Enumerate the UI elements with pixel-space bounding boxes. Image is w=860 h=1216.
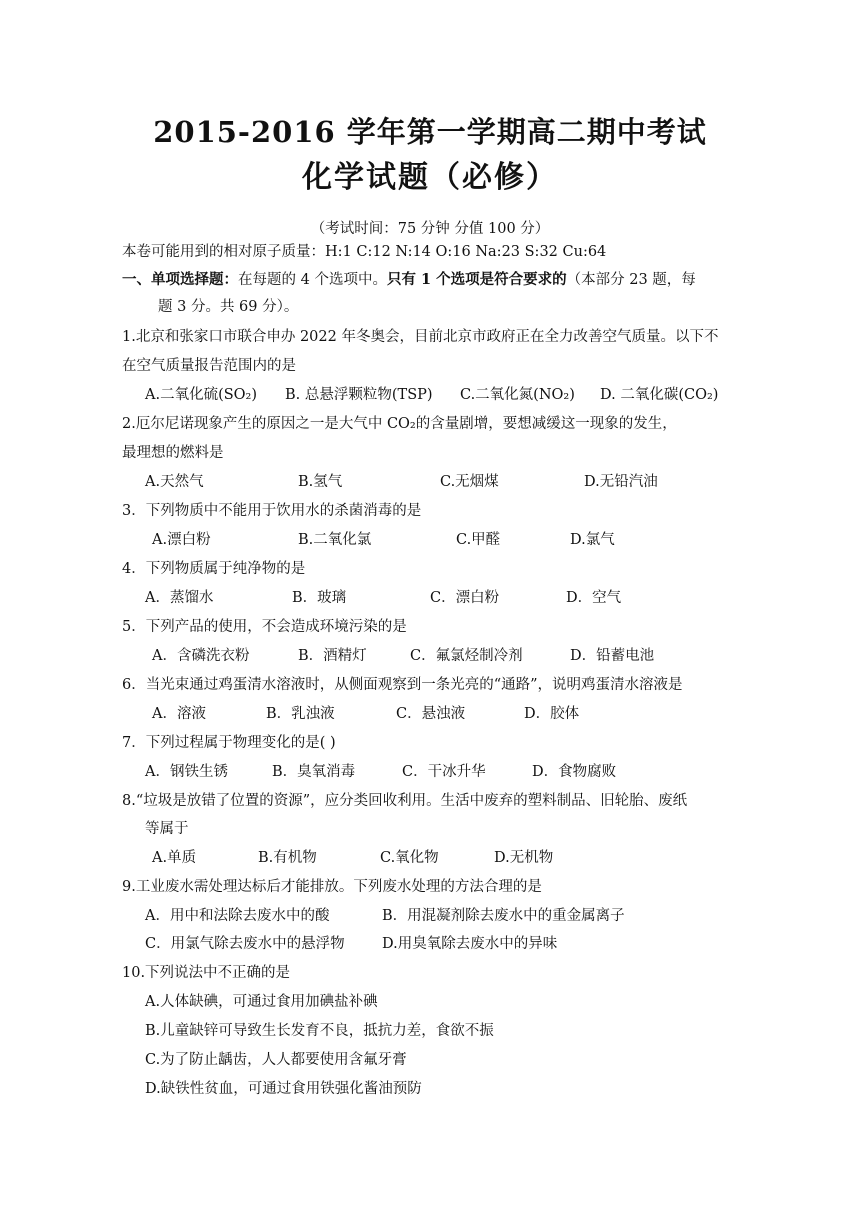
- exam-subtitle: 化学试题（必修）: [302, 160, 558, 195]
- option-b: B．玻璃: [292, 590, 347, 606]
- question-7-stem: 7．下列过程属于物理变化的是( ): [122, 735, 336, 751]
- question-8-stem-line2: 等属于: [145, 821, 189, 837]
- option-b: B．乳浊液: [266, 706, 335, 722]
- option-a: A．蒸馏水: [145, 590, 214, 606]
- option-b: B．用混凝剂除去废水中的重金属离子: [382, 908, 625, 924]
- atomic-masses: 本卷可能用到的相对原子质量：H:1 C:12 N:14 O:16 Na:23 S:32 Cu:64: [122, 244, 607, 260]
- option-d: D．食物腐败: [532, 764, 617, 780]
- option-d: D．空气: [566, 590, 622, 606]
- question-5-stem: 5．下列产品的使用，不会造成环境污染的是: [122, 619, 407, 635]
- option-c: C．用氯气除去废水中的悬浮物: [145, 936, 345, 952]
- question-1-stem-line1: 1.北京和张家口市联合申办 2022 年冬奥会，目前北京市政府正在全力改善空气质量。以下不: [122, 329, 719, 345]
- option-b: B.氢气: [298, 474, 343, 490]
- exam-title: 2015-2016 学年第一学期高二期中考试: [153, 115, 707, 149]
- option-b: B.儿童缺锌可导致生长发育不良，抵抗力差，食欲不振: [145, 1023, 494, 1039]
- option-d: D.用臭氧除去废水中的异味: [382, 936, 558, 952]
- question-2-stem-line2: 最理想的燃料是: [122, 445, 224, 461]
- option-a: A.二氧化硫(SO₂): [145, 387, 258, 403]
- option-c: C．漂白粉: [430, 590, 500, 606]
- option-d: D.氯气: [570, 532, 615, 548]
- option-d: D．胶体: [524, 706, 580, 722]
- exam-info: （考试时间：75 分钟 分值 100 分）: [310, 221, 550, 237]
- option-b: B.有机物: [258, 850, 317, 866]
- option-a: A.天然气: [145, 474, 204, 490]
- option-c: C．氟氯烃制冷剂: [410, 648, 523, 664]
- question-6-stem: 6．当光束通过鸡蛋清水溶液时，从侧面观察到一条光亮的“通路”，说明鸡蛋清水溶液是: [122, 677, 683, 693]
- section-intro: 在每题的 4 个选项中。: [238, 272, 387, 288]
- option-b: B.二氧化氯: [298, 532, 372, 548]
- question-1-stem-line2: 在空气质量报告范围内的是: [122, 358, 296, 374]
- section-tail: （本部分 23 题，每: [566, 272, 696, 288]
- option-c: C.无烟煤: [440, 474, 499, 490]
- question-4-stem: 4．下列物质属于纯净物的是: [122, 561, 306, 577]
- option-d: D.无铅汽油: [584, 474, 658, 490]
- question-3-stem: 3．下列物质中不能用于饮用水的杀菌消毒的是: [122, 503, 422, 519]
- option-a: A．用中和法除去废水中的酸: [145, 908, 330, 924]
- option-a: A.单质: [152, 850, 197, 866]
- option-c: C.氧化物: [380, 850, 439, 866]
- option-c: C.甲醛: [456, 532, 501, 548]
- question-10-stem: 10.下列说法中不正确的是: [122, 965, 291, 981]
- option-b: B. 总悬浮颗粒物(TSP): [285, 387, 433, 403]
- section-label: 一、单项选择题：: [122, 271, 238, 288]
- option-b: B．臭氧消毒: [272, 764, 356, 780]
- option-c: C.二氧化氮(NO₂): [460, 387, 575, 403]
- option-a: A．溶液: [152, 706, 206, 722]
- question-2-stem-line1: 2.厄尔尼诺现象产生的原因之一是大气中 CO₂的含量剧增，要想减缓这一现象的发生，: [122, 416, 677, 432]
- option-a: A.漂白粉: [152, 532, 211, 548]
- section-emphasis: 只有 1 个选项是符合要求的: [386, 271, 567, 288]
- option-c: C．干冰升华: [402, 764, 486, 780]
- option-d: D.缺铁性贫血，可通过食用铁强化酱油预防: [145, 1081, 422, 1097]
- question-9-stem: 9.工业废水需处理达标后才能排放。下列废水处理的方法合理的是: [122, 879, 542, 895]
- section-heading-line2: 题 3 分。共 69 分）。: [158, 299, 299, 315]
- option-a: A．含磷洗衣粉: [152, 648, 250, 664]
- option-a: A．钢铁生锈: [145, 764, 228, 780]
- section-heading: [122, 270, 744, 290]
- option-d: D. 二氧化碳(CO₂): [600, 387, 719, 403]
- option-c: C．悬浊液: [396, 706, 466, 722]
- question-8-stem-line1: 8.“垃圾是放错了位置的资源”，应分类回收利用。生活中废弃的塑料制品、旧轮胎、废纸: [122, 793, 688, 809]
- option-c: C.为了防止龋齿，人人都要使用含氟牙膏: [145, 1052, 407, 1068]
- option-d: D.无机物: [494, 850, 554, 866]
- option-a: A.人体缺碘，可通过食用加碘盐补碘: [145, 994, 378, 1010]
- option-d: D．铅蓄电池: [570, 648, 655, 664]
- option-b: B．酒精灯: [298, 648, 367, 664]
